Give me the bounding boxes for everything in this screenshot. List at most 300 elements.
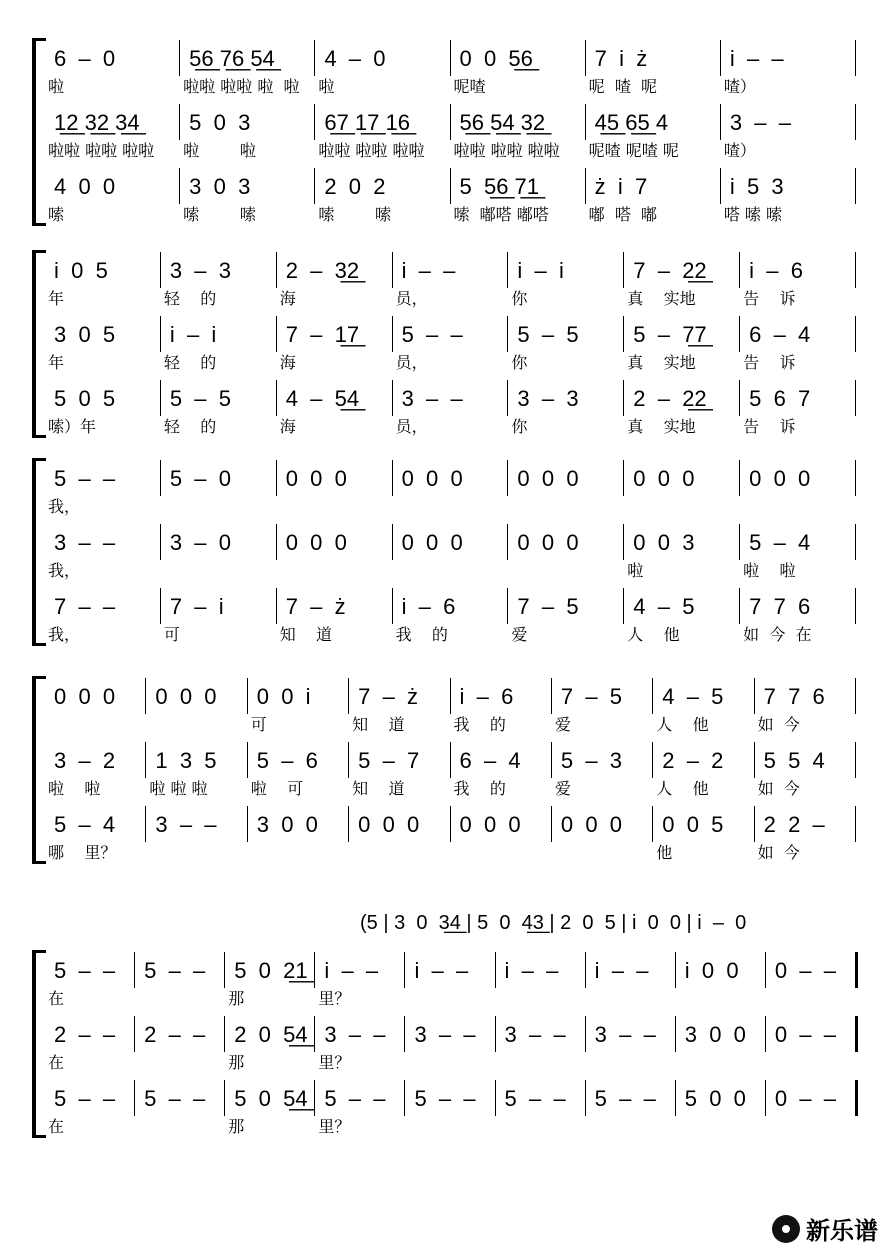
measure-notes: i – – [504,958,559,983]
measure-notes: 4 – 5 [662,684,724,709]
measure-notes: 5 0 5 [54,386,116,411]
measure-notes: i 0 0 [684,958,739,983]
bar-line [739,252,740,288]
bar-line [855,524,856,560]
measure-notes: 5 6 7 [749,386,811,411]
measure-notes: 1̲2̲ 3̲2̲ 3̲4̲ [54,110,140,135]
measure-lyrics: 那 [228,1053,245,1072]
bar-line [495,952,496,988]
bar-line [392,460,393,496]
measure-notes: 2 – 3̲2̲ [285,258,360,283]
measure-lyrics: 人 他 [627,625,680,644]
bar-line [623,588,624,624]
score-system [0,458,888,650]
measure-notes: 4 – 5̲4̲ [285,386,360,411]
measure-notes: 2 – 2 [662,748,724,773]
measure-lyrics: 海 [279,289,296,308]
system-bracket [32,38,46,226]
measure-notes: 2 2 – [763,812,825,837]
bar-line [145,678,146,714]
measure-notes: 4 – 0 [324,46,386,71]
bar-line [160,588,161,624]
measure-notes: 0 0 0 [633,466,695,491]
measure-notes: 5 – 7 [358,748,420,773]
measure-lyrics: 知 道 [352,779,405,798]
bar-line [551,806,552,842]
measure-notes: i – – [594,958,649,983]
bar-line [507,380,508,416]
measure-lyrics: 如 今 在 [743,625,812,644]
measure-notes: 3 – – [155,812,217,837]
measure-lyrics: 如 今 [757,715,800,734]
bar-line [855,460,856,496]
measure-notes: 5 5̲6̲ 7̲1̲ [459,174,540,199]
measure-lyrics: 嗦 嘟嗒 嘟嗒 [453,205,549,224]
bar-line [855,316,856,352]
score-system [0,912,888,1142]
measure-lyrics: 告 诉 [743,417,796,436]
bar-line [551,678,552,714]
measure-notes: i – 6 [401,594,456,619]
measure-lyrics: 啦 啦 [48,779,101,798]
bar-line [495,1016,496,1052]
bar-line [585,1016,586,1052]
measure-lyrics: 知 道 [352,715,405,734]
bar-line [392,380,393,416]
measure-lyrics: 我， [48,625,81,644]
bar-line [623,524,624,560]
bar-line [754,678,755,714]
measure-notes: 3 0 0 [256,812,318,837]
measure-lyrics: 海 [279,417,296,436]
score-system [0,676,888,868]
measure-notes: 5 0 5̲4̲ [234,1086,308,1111]
bar-line [450,678,451,714]
measure-notes: 5 – – [504,1086,566,1111]
bar-line [855,252,856,288]
bar-line [134,1080,135,1116]
bar-line [314,168,315,204]
measure-notes: 3 0 5 [54,322,116,347]
measure-notes: 7 – i [169,594,224,619]
bar-line [145,742,146,778]
measure-lyrics: 我 的 [453,715,506,734]
bar-line [314,1016,315,1052]
bar-line [585,952,586,988]
measure-notes: 7 – ż [358,684,419,709]
measure-lyrics: 知 道 [279,625,333,644]
bar-line [551,742,552,778]
bar-line [585,40,586,76]
bar-line [224,1080,225,1116]
measure-lyrics: 啦啦 啦啦 啦啦 [48,141,155,160]
bar-line [450,806,451,842]
measure-lyrics: 呢 喳 呢 [588,77,658,96]
measure-lyrics: 人 他 [656,779,709,798]
measure-notes: 3 – 3 [517,386,579,411]
bar-line [247,678,248,714]
bar-line [179,168,180,204]
measure-notes: 5 0 0 [684,1086,746,1111]
bar-line [450,104,451,140]
measure-notes: ż i 7 [594,174,648,199]
bar-line [754,742,755,778]
measure-lyrics: 我， [48,497,81,516]
measure-notes: 5 – 3 [560,748,623,773]
bar-line [145,806,146,842]
system-bracket [32,250,46,438]
bar-line [623,252,624,288]
measure-notes: 7 – 2̲2̲ [633,258,707,283]
measure-notes: 5 – 6 [256,748,318,773]
measure-notes: 1 3 5 [155,748,217,773]
vinyl-disc-icon [772,1215,800,1243]
bar-line [652,806,653,842]
measure-notes: 0 0 0 [517,530,579,555]
bar-line [855,1080,858,1116]
measure-notes: 0 – – [774,958,837,983]
measure-lyrics: 告 诉 [743,289,796,308]
measure-lyrics: 呢喳 呢喳 呢 [588,141,679,160]
bar-line [160,380,161,416]
measure-notes: i – i [517,258,564,283]
bar-line [739,588,740,624]
measure-notes: 5 – – [54,466,116,491]
bar-line [765,1016,766,1052]
bar-line [765,1080,766,1116]
bar-line [160,460,161,496]
bar-line [652,742,653,778]
bar-line [314,104,315,140]
bar-line [276,588,277,624]
measure-lyrics: 真 实地 [627,289,696,308]
measure-notes: 7 – – [54,594,116,619]
bar-line [314,40,315,76]
measure-lyrics: 员， [395,289,428,308]
measure-notes: 0 0 i [256,684,311,709]
measure-notes: 7 – 1̲7̲ [285,322,360,347]
measure-notes: 7 – 5 [560,684,623,709]
measure-lyrics: 啦 啦 [183,141,256,160]
bar-line [276,460,277,496]
measure-notes: 0 – – [774,1022,837,1047]
measure-lyrics: 嗦）年 [48,417,97,436]
bar-line [134,1016,135,1052]
measure-lyrics: 啦 可 [250,779,304,798]
bar-line [247,742,248,778]
measure-lyrics: 啦 [627,561,644,580]
bar-line [348,806,349,842]
bar-line [855,380,856,416]
bar-line [720,168,721,204]
measure-lyrics: 喳） [723,77,756,96]
measure-lyrics: 嗦 嗦 [318,205,392,224]
measure-lyrics: 如 今 [757,843,800,862]
measure-lyrics: 年 [48,353,65,372]
measure-lyrics: 我 的 [453,779,506,798]
bar-line [507,588,508,624]
bar-line [404,1080,405,1116]
bar-line [276,316,277,352]
bar-line [348,742,349,778]
bar-line [276,524,277,560]
bar-line [392,252,393,288]
measure-notes: 7 7 6 [749,594,811,619]
measure-notes: 3 – – [594,1022,656,1047]
bar-line [160,252,161,288]
measure-notes: 4̲5̲ 6̲5̲ 4 [594,110,669,135]
bar-line [314,952,315,988]
measure-notes: 5 – 5 [517,322,579,347]
bar-line [739,460,740,496]
bar-line [675,952,676,988]
measure-notes: 3 – – [54,530,116,555]
bar-line [585,104,586,140]
measure-notes: 0 0 0 [285,466,347,491]
measure-notes: 0 0 0 [517,466,579,491]
bar-line [160,524,161,560]
measure-notes: i – 6 [749,258,803,283]
measure-notes: 0 0 0 [459,812,521,837]
measure-lyrics: 轻 的 [163,353,217,372]
measure-notes: 0 0 0 [401,530,463,555]
bar-line [179,40,180,76]
measure-lyrics: 嗦 嗦 [183,205,256,224]
measure-notes: 3 – 2 [54,748,116,773]
measure-notes: i – – [729,46,784,71]
bar-line [855,40,856,76]
bar-line [623,316,624,352]
measure-notes: 7 – 5 [517,594,579,619]
measure-notes: 5 – – [401,322,463,347]
measure-notes: 3 – 3 [169,258,231,283]
measure-notes: 3 – – [324,1022,386,1047]
measure-notes: 0 0 0 [358,812,420,837]
measure-notes: 3 – – [729,110,791,135]
measure-notes: 2 0 5̲4̲ [234,1022,308,1047]
measure-notes: i – – [401,258,456,283]
measure-notes: 6 – 4 [459,748,521,773]
bar-line [392,588,393,624]
watermark-text: 新乐谱 [806,1217,878,1245]
measure-lyrics: 啦啦 啦啦 啦 啦 [183,77,300,96]
system-bracket [32,458,46,646]
measure-lyrics: 年 [48,289,65,308]
measure-lyrics: 在 [48,1053,65,1072]
measure-lyrics: 喳） [723,141,756,160]
measure-notes: 0 – – [774,1086,837,1111]
measure-notes: 5 0 2̲1̲ [234,958,308,983]
bar-line [720,40,721,76]
measure-lyrics: 他 [656,843,673,862]
measure-notes: 3 0 3 [189,174,251,199]
measure-notes: 0 0 0 [560,812,623,837]
measure-lyrics: 呢喳 [453,77,486,96]
bar-line [739,380,740,416]
measure-lyrics: 在 [48,1117,65,1136]
bar-line [855,952,858,988]
measure-lyrics: 爱 [554,779,571,798]
measure-notes: 2 – 2̲2̲ [633,386,707,411]
measure-notes: 5 – 4 [749,530,811,555]
measure-notes: i – – [324,958,379,983]
bar-line [623,380,624,416]
measure-notes: 5̲6̲ 7̲6̲ 5̲4̲ [189,46,275,71]
measure-notes: 5 – – [144,958,206,983]
measure-lyrics: 嘟 嗒 嘟 [588,205,658,224]
bar-line [720,104,721,140]
measure-notes: 5 – 4 [54,812,116,837]
measure-lyrics: 轻 的 [163,417,217,436]
measure-notes: 5̲6̲ 5̲4̲ 3̲2̲ [459,110,546,135]
measure-notes: 5 0 3 [189,110,251,135]
measure-notes: 2 – – [54,1022,116,1047]
bar-line [404,952,405,988]
measure-notes: 0 0 0 [54,684,116,709]
bar-line [675,1016,676,1052]
measure-notes: 6̲7̲ 1̲7̲ 1̲6̲ [324,110,410,135]
measure-lyrics: 啦 [48,77,65,96]
measure-notes: 2 0 2 [324,174,386,199]
bar-line [495,1080,496,1116]
bar-line [224,952,225,988]
measure-notes: 6 – 4 [749,322,811,347]
measure-lyrics: 人 他 [656,715,709,734]
measure-notes: 5 – 7̲7̲ [633,322,707,347]
measure-lyrics: 里？ [318,989,351,1008]
measure-lyrics: 爱 [554,715,571,734]
measure-lyrics: 啦啦 啦啦 啦啦 [453,141,560,160]
bar-line [276,380,277,416]
bar-line [348,678,349,714]
measure-lyrics: 啦 啦 [743,561,796,580]
measure-notes: 5 – – [414,1086,476,1111]
bar-line [507,316,508,352]
measure-notes: 0 0 3 [633,530,695,555]
bar-line [855,588,856,624]
measure-lyrics: 在 [48,989,65,1008]
bar-line [623,460,624,496]
instrumental-prelude: (5 | 3 0 3̲4̲ | 5 0 4̲3̲ | 2 0 5 | i 0 0 | i – 0 [360,912,747,934]
measure-lyrics: 啦 啦 啦 [149,779,208,798]
measure-notes: 5 5 4 [763,748,825,773]
measure-lyrics: 你 [511,289,528,308]
measure-notes: 5 – – [144,1086,206,1111]
measure-lyrics: 轻 的 [163,289,217,308]
score-system [0,38,888,230]
measure-notes: i 5 3 [729,174,784,199]
measure-notes: 0 0 5̲6̲ [459,46,533,71]
measure-notes: 3 0 0 [684,1022,746,1047]
measure-notes: 5 – – [594,1086,656,1111]
measure-notes: 5 – – [54,958,116,983]
bar-line [739,316,740,352]
measure-notes: i – – [414,958,469,983]
system-bracket [32,676,46,864]
bar-line [392,524,393,560]
measure-lyrics: 啦啦 啦啦 啦啦 [318,141,425,160]
bar-line [450,168,451,204]
measure-lyrics: 海 [279,353,296,372]
bar-line [675,1080,676,1116]
bar-line [450,40,451,76]
measure-notes: 5 – – [324,1086,386,1111]
score-system [0,250,888,442]
measure-notes: 0 0 5 [662,812,724,837]
bar-line [855,806,856,842]
measure-notes: 0 0 0 [401,466,463,491]
measure-notes: 4 – 5 [633,594,695,619]
system-bracket [32,950,46,1138]
measure-lyrics: 嗒 嗦 嗦 [723,205,783,224]
bar-line [276,252,277,288]
measure-lyrics: 嗦 [48,205,65,224]
measure-notes: 5 – 5 [169,386,231,411]
measure-lyrics: 员， [395,417,428,436]
bar-line [450,742,451,778]
bar-line [754,806,755,842]
bar-line [179,104,180,140]
measure-notes: i – i [169,322,217,347]
watermark-logo [772,1211,878,1246]
bar-line [224,1016,225,1052]
measure-lyrics: 里？ [318,1053,351,1072]
measure-lyrics: 里？ [318,1117,351,1136]
measure-notes: 6 – 0 [54,46,116,71]
measure-lyrics: 我 的 [395,625,448,644]
measure-lyrics: 真 实地 [627,417,696,436]
bar-line [507,524,508,560]
bar-line [855,168,856,204]
measure-notes: 7 7 6 [763,684,825,709]
bar-line [314,1080,315,1116]
measure-notes: 3 – – [414,1022,476,1047]
measure-lyrics: 啦 [318,77,335,96]
bar-line [855,1016,858,1052]
measure-lyrics: 那 [228,1117,245,1136]
bar-line [765,952,766,988]
measure-lyrics: 真 实地 [627,353,696,372]
measure-notes: 0 0 0 [749,466,811,491]
measure-lyrics: 你 [511,417,528,436]
measure-lyrics: 可 [163,625,180,644]
bar-line [585,168,586,204]
measure-lyrics: 爱 [511,625,528,644]
measure-lyrics: 告 诉 [743,353,796,372]
measure-notes: 5 – 0 [169,466,231,491]
measure-notes: 3 – 0 [169,530,231,555]
measure-notes: 7 i ż [594,46,648,71]
measure-lyrics: 你 [511,353,528,372]
bar-line [855,742,856,778]
measure-lyrics: 如 今 [757,779,800,798]
measure-lyrics: 员， [395,353,428,372]
measure-lyrics: 我， [48,561,81,580]
measure-notes: i 0 5 [54,258,108,283]
bar-line [855,678,856,714]
measure-notes: 2 – – [144,1022,206,1047]
bar-line [507,252,508,288]
measure-notes: 0 0 0 [285,530,347,555]
measure-lyrics: 可 [250,715,267,734]
bar-line [855,104,856,140]
measure-notes: 7 – ż [285,594,346,619]
bar-line [585,1080,586,1116]
bar-line [404,1016,405,1052]
bar-line [652,678,653,714]
measure-lyrics: 哪 里？ [48,843,117,862]
measure-lyrics: 那 [228,989,245,1008]
